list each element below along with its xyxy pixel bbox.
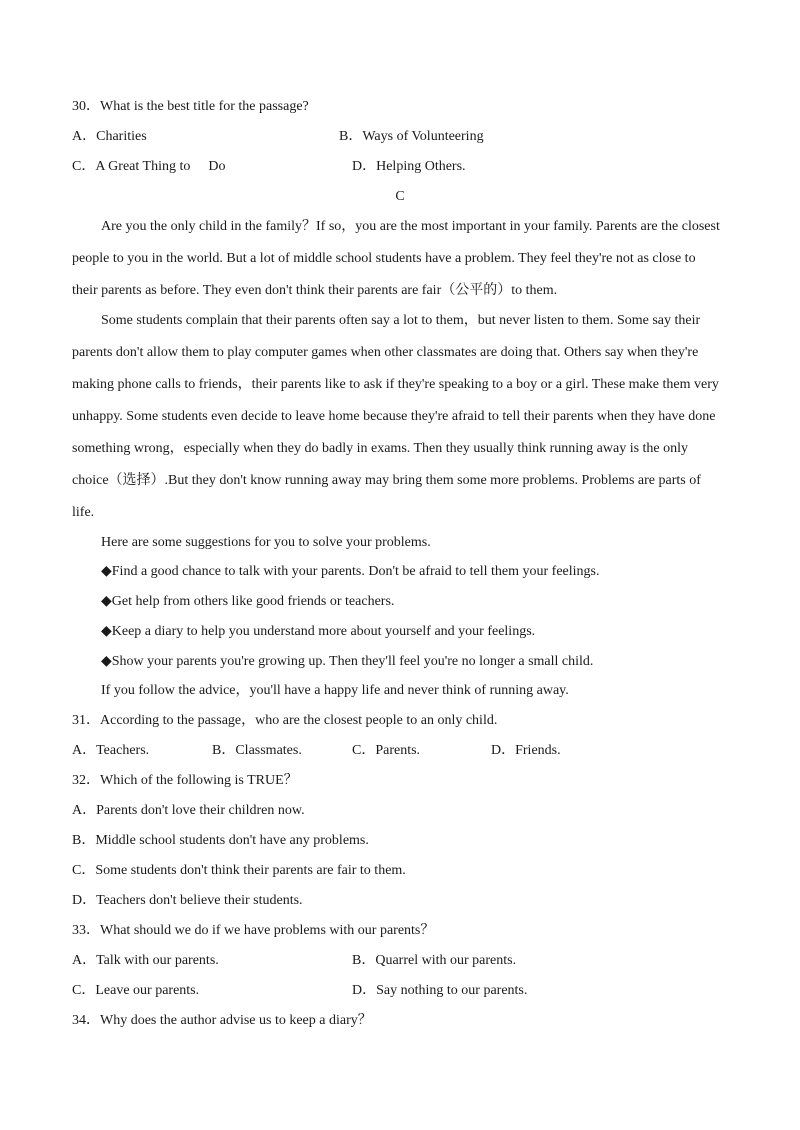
question-32-option-c: C．Some students don't think their parents are fair to them. [72,863,406,878]
question-30-option-c-part1: C．A Great Thing to [72,159,191,174]
question-33-option-b: B．Quarrel with our parents. [352,953,517,968]
passage-line: Here are some suggestions for you to solve your problems. [101,535,431,550]
question-30-stem: 30．What is the best title for the passage? [72,99,309,114]
question-30-option-d: D．Helping Others. [352,159,466,174]
suggestion-item: ◆Find a good chance to talk with your parents. Don't be afraid to tell them your feelings. [101,564,600,579]
passage-line: If you follow the advice，you'll have a happy life and never think of running away. [101,683,569,698]
passage-line: Are you the only child in the family？If so，you are the most important in your family. Parents are the closest [101,219,720,234]
question-34-stem: 34．Why does the author advise us to keep a diary？ [72,1013,372,1028]
question-30-option-c-part2: Do [208,159,226,174]
question-33-option-d: D．Say nothing to our parents. [352,983,528,998]
question-30-option-b: B．Ways of Volunteering [339,129,484,144]
passage-line: something wrong，especially when they do badly in exams. Then they usually think running away is the only [72,441,689,456]
question-31-option-b: B．Classmates. [212,743,302,758]
passage-line: choice（选择）.But they don't know running away may bring them some more problems. Problems are parts of [72,473,701,488]
passage-line: parents don't allow them to play computer games when other classmates are doing that. Others say when they're [72,345,699,360]
passage-line: their parents as before. They even don't think their parents are fair（公平的）to them. [72,283,558,298]
question-30-option-a: A．Charities [72,129,147,144]
question-32-option-a: A．Parents don't love their children now. [72,803,305,818]
passage-line: life. [72,505,95,520]
question-32-stem: 32．Which of the following is TRUE？ [72,773,298,788]
question-32-option-b: B．Middle school students don't have any problems. [72,833,369,848]
question-30-option-c [72,159,225,175]
passage-line: making phone calls to friends，their parents like to ask if they're speaking to a boy or a girl. These make them very [72,377,719,392]
question-33-stem: 33．What should we do if we have problems with our parents？ [72,923,435,938]
passage-line: unhappy. Some students even decide to leave home because they're afraid to tell their parents when they have done [72,409,716,424]
suggestion-item: ◆Show your parents you're growing up. Then they'll feel you're no longer a small child. [101,654,594,669]
question-33-option-a: A．Talk with our parents. [72,953,219,968]
question-31-option-c: C．Parents. [352,743,421,758]
suggestion-item: ◆Get help from others like good friends or teachers. [101,594,395,609]
suggestion-item: ◆Keep a diary to help you understand more about yourself and your feelings. [101,624,536,639]
passage-line: people to you in the world. But a lot of middle school students have a problem. They feel they're not as close to [72,251,696,266]
passage-line: Some students complain that their parents often say a lot to them，but never listen to them. Some say their [101,313,701,328]
question-33-option-c: C．Leave our parents. [72,983,200,998]
question-32-option-d: D．Teachers don't believe their students. [72,893,303,908]
section-letter: C [395,189,405,204]
question-31-stem: 31．According to the passage，who are the closest people to an only child. [72,713,498,728]
question-31-option-a: A．Teachers. [72,743,150,758]
question-31-option-d: D．Friends. [491,743,561,758]
